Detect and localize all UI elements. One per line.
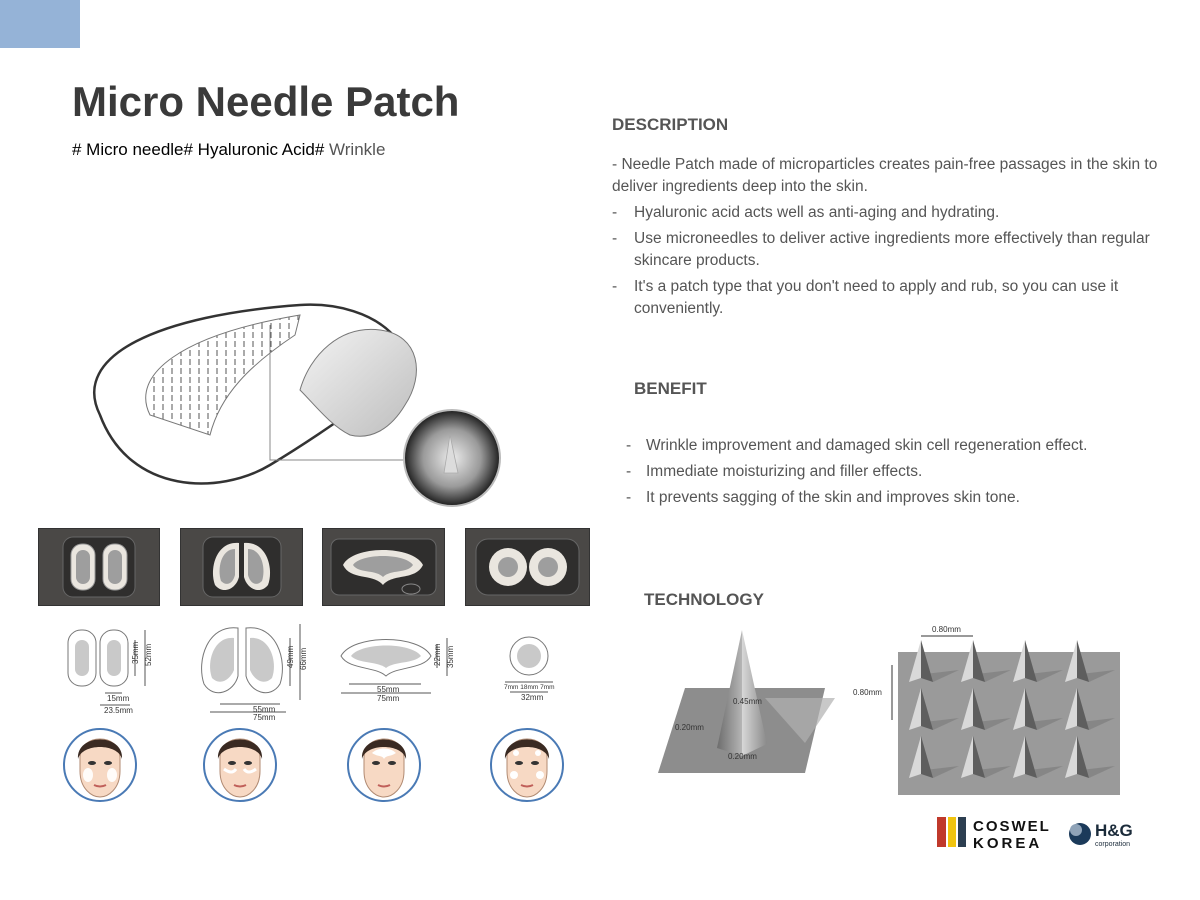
description-list	[612, 202, 1182, 324]
list-item: - Hyaluronic acid acts well as anti-aging and hydrating.	[612, 204, 1000, 221]
dimension-diagram-under-eye	[190, 620, 315, 720]
needle-array-diagram	[848, 620, 1128, 798]
list-item: - It prevents sagging of the skin and improves skin tone.	[626, 489, 1020, 506]
patch-illustration	[60, 295, 510, 515]
label-base-side: 0.20mm	[675, 723, 704, 732]
dim-width-outer: 23.5mm	[104, 706, 133, 715]
benefit-list	[626, 435, 1186, 513]
description-heading: DESCRIPTION	[612, 115, 729, 134]
single-needle-diagram	[655, 628, 840, 778]
coswel-korea-logo	[937, 817, 1051, 852]
dimension-diagram-forehead	[335, 620, 455, 705]
patch-backing	[300, 329, 416, 436]
dim-width-inner: 55mm	[253, 705, 276, 714]
svg-text:KOREA: KOREA	[973, 835, 1043, 852]
dim-width-total: 32mm	[521, 693, 544, 702]
dim-width-inner: 15mm	[107, 694, 130, 703]
svg-text:COSWEL: COSWEL	[973, 818, 1051, 835]
product-photo-round	[465, 528, 590, 606]
dim-height-inner: 22mm	[433, 643, 442, 666]
dim-height-outer: 52mm	[144, 643, 153, 666]
hg-corporation-logo	[1069, 821, 1133, 848]
label-spacing-y: 0.80mm	[853, 688, 882, 697]
hashtags: # Micro needle# Hyaluronic Acid#	[72, 140, 325, 159]
hashtag-wrinkle: Wrinkle	[324, 140, 386, 159]
face-forehead-placement	[346, 727, 422, 803]
technology-heading: TECHNOLOGY	[644, 590, 764, 609]
dim-height-outer: 35mm	[446, 645, 455, 668]
dim-width-parts: 7mm 18mm 7mm	[504, 684, 555, 691]
face-eye-pair-placement	[62, 727, 138, 803]
list-item: - Immediate moisturizing and filler effects.	[626, 463, 923, 480]
dim-height-outer: 66mm	[299, 647, 308, 670]
list-item: - It's a patch type that you don't need to apply and rub, so you can use it conveniently.	[612, 278, 1119, 317]
product-photo-forehead	[322, 528, 445, 606]
description-intro: - Needle Patch made of microparticles creates pain-free passages in the skin to deliver ingredients deep into the skin.	[612, 156, 1158, 195]
list-item: - Use microneedles to deliver active ingredients more effectively than regular skincare products.	[612, 230, 1150, 269]
svg-text:corporation: corporation	[1095, 841, 1131, 848]
label-spacing-x: 0.80mm	[932, 625, 961, 634]
dim-width-outer: 75mm	[253, 713, 276, 720]
list-item: - Wrinkle improvement and damaged skin cell regeneration effect.	[626, 437, 1088, 454]
hashtag-line	[72, 140, 385, 160]
face-under-eye-placement	[202, 727, 278, 803]
svg-text:H&G: H&G	[1095, 821, 1133, 840]
dimension-diagram-round	[495, 620, 565, 705]
dim-width-outer: 75mm	[377, 694, 400, 703]
page-title: Micro Needle Patch	[72, 78, 460, 125]
benefit-heading: BENEFIT	[634, 379, 707, 398]
dim-height-inner: 35mm	[131, 641, 140, 664]
needle-area	[146, 315, 300, 435]
label-needle-height: 0.45mm	[733, 697, 762, 706]
corner-accent-block	[0, 0, 80, 48]
dim-width-inner: 55mm	[377, 685, 400, 694]
brand-logos	[935, 812, 1155, 854]
face-round-placement	[489, 727, 565, 803]
product-photo-eye-pair	[38, 528, 160, 606]
dimension-diagram-eye-pair	[60, 620, 170, 715]
product-photo-under-eye	[180, 528, 303, 606]
label-base-front: 0.20mm	[728, 752, 757, 761]
dim-height-inner: 49mm	[286, 645, 295, 668]
